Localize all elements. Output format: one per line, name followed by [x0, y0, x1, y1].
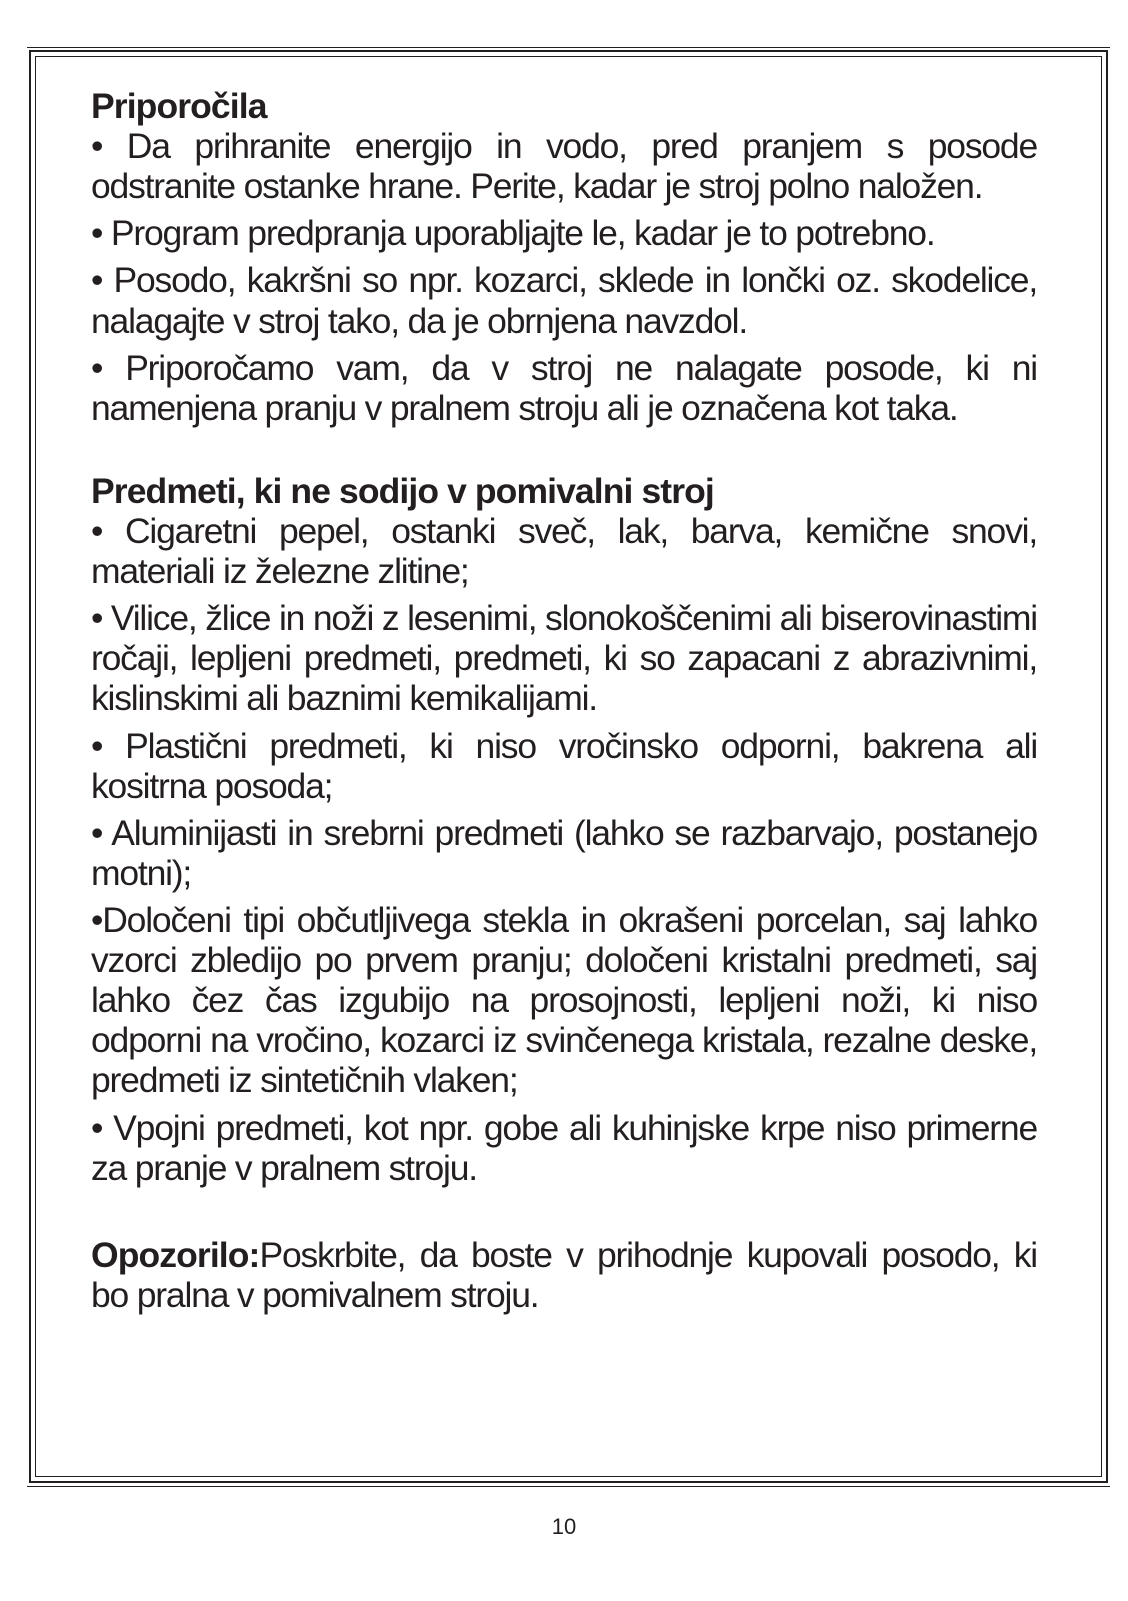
bottom-rule [27, 1486, 1110, 1487]
unsuitable-items-section [91, 471, 1037, 1188]
unsuitable-item: •Določeni tipi občutljivega stekla in okrašeni porcelan, saj lahko vzorci zbledijo po prvem pranju; določeni kristalni predmeti, saj lahko čez čas izgubijo na prosojnosti, lepljeni noži, ki niso odporni na vročino, kozarci iz svinčenega kristala, rezalne deske, predmeti iz sintetičnih vlaken; [91, 899, 1037, 1101]
unsuitable-item: • Vpojni predmeti, kot npr. gobe ali kuhinjske krpe niso primerne za pranje v pralnem stroju. [91, 1107, 1037, 1188]
page-number: 10 [551, 1514, 577, 1539]
unsuitable-item: • Vilice, žlice in noži z lesenimi, slonokoščenimi ali biserovinastimi ročaji, lepljeni predmeti, predmeti, ki so zapacani z abrazivnimi, kislinskimi ali baznimi kemikalijami. [91, 598, 1037, 719]
recommendation-item: • Program predpranja uporabljajte le, kadar je to potrebno. [91, 213, 935, 254]
unsuitable-item: • Cigaretni pepel, ostanki sveč, lak, barva, kemične snovi, materiali iz železne zlitine; [91, 510, 1037, 592]
warning-note [91, 1235, 1037, 1315]
unsuitable-item: • Aluminijasti in srebrni predmeti (lahko se razbarvajo, postanejo motni); [91, 812, 1037, 893]
recommendations-section [91, 86, 1037, 428]
recommendation-item: • Posodo, kakršni so npr. kozarci, sklede in lončki oz. skodelice, nalagajte v stroj tako, da je obrnjena navzdol. [91, 260, 1037, 341]
unsuitable-items-heading: Predmeti, ki ne sodijo v pomivalni stroj [91, 470, 714, 511]
warning-text: Poskrbite, da boste v prihodnje kupovali posodo, ki bo pralna v pomivalnem stroju. [91, 1234, 1037, 1315]
recommendations-heading: Priporočila [91, 86, 267, 126]
warning-label: Opozorilo: [91, 1234, 260, 1275]
unsuitable-item: • Plastični predmeti, ki niso vročinsko odporni, bakrena ali kositrna posoda; [91, 725, 1037, 806]
top-rule [27, 47, 1110, 48]
recommendation-item: • Da prihranite energijo in vodo, pred pranjem s posode odstranite ostanke hrane. Perite, kadar je stroj polno naložen. [91, 126, 1037, 207]
section-spacer [91, 435, 1037, 471]
section-spacer [91, 1195, 1037, 1235]
page-content [91, 86, 1037, 1322]
recommendation-item: • Priporočamo vam, da v stroj ne nalagate posode, ki ni namenjena pranju v pralnem stroju ali je označena kot taka. [91, 347, 1037, 428]
